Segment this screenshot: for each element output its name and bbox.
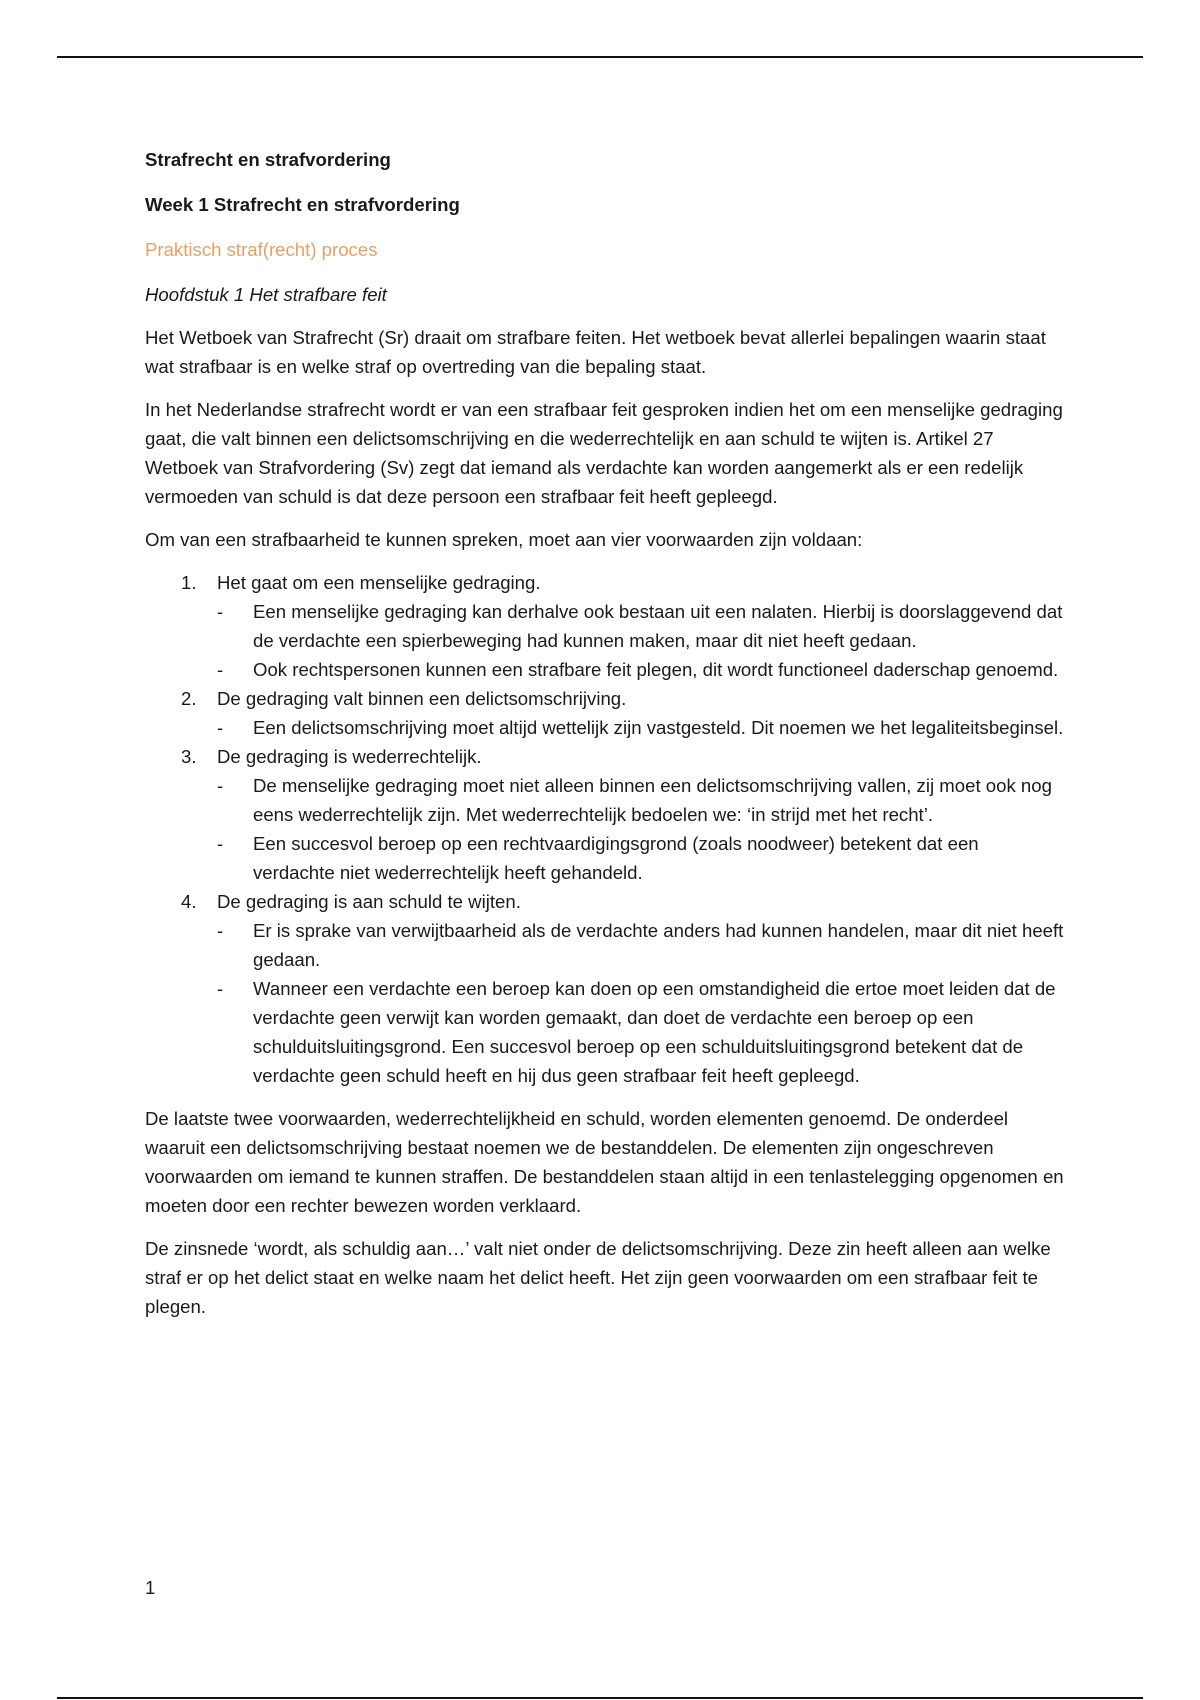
condition-item bbox=[145, 684, 1065, 742]
condition-text: Het gaat om een menselijke gedraging. bbox=[217, 572, 541, 593]
sub-item-text: Ook rechtspersonen kunnen een strafbare feit plegen, dit wordt functioneel daderschap genoemd. bbox=[253, 659, 1059, 680]
dash-bullet: - bbox=[217, 920, 224, 941]
sub-item bbox=[217, 713, 1065, 742]
condition-sublist bbox=[217, 771, 1065, 887]
sub-item bbox=[217, 655, 1065, 684]
week-heading: Week 1 Strafrecht en strafvordering bbox=[145, 194, 460, 215]
sub-item-text: Er is sprake van verwijtbaarheid als de verdachte anders had kunnen handelen, maar dit niet heeft gedaan. bbox=[253, 920, 1064, 970]
condition-sublist bbox=[217, 916, 1065, 1090]
condition-text: De gedraging valt binnen een delictsomschrijving. bbox=[217, 688, 627, 709]
condition-number: 3. bbox=[181, 746, 197, 767]
condition-sublist bbox=[217, 597, 1065, 684]
sub-item-text: Een menselijke gedraging kan derhalve ook bestaan uit een nalaten. Hierbij is doorslaggevend dat de verdachte een spierbeweging had kunnen maken, maar dit niet heeft gedaan. bbox=[253, 601, 1063, 651]
condition-text: De gedraging is aan schuld te wijten. bbox=[217, 891, 521, 912]
conditions-list bbox=[145, 568, 1065, 1090]
condition-number: 4. bbox=[181, 891, 197, 912]
sub-item bbox=[217, 829, 1065, 887]
paragraph-closing-2: De zinsnede ‘wordt, als schuldig aan…’ valt niet onder de delictsomschrijving. Deze zin heeft alleen aan welke straf er op het delict staat en welke naam het delict heeft. Het zijn geen voorwaarden om een strafbaar feit te plegen. bbox=[145, 1238, 1051, 1317]
paragraph-intro-2: In het Nederlandse strafrecht wordt er van een strafbaar feit gesproken indien het om een menselijke gedraging gaat, die valt binnen een delictsomschrijving en die wederrechtelijk en aan schuld te wijten is. Artikel 27 Wetboek van Strafvordering (Sv) zegt dat iemand als verdachte kan worden aangemerkt als er een redelijk vermoeden van schuld is dat deze persoon een strafbaar feit heeft gepleegd. bbox=[145, 399, 1063, 507]
footer-rule bbox=[57, 1697, 1143, 1699]
dash-bullet: - bbox=[217, 601, 224, 622]
condition-item bbox=[145, 568, 1065, 684]
sub-item-text: Een succesvol beroep op een rechtvaardigingsgrond (zoals noodweer) betekent dat een verdachte niet wederrechtelijk heeft gehandeld. bbox=[253, 833, 979, 883]
header-rule bbox=[57, 56, 1143, 58]
page-number: 1 bbox=[145, 1577, 156, 1598]
sub-item-text: Een delictsomschrijving moet altijd wettelijk zijn vastgesteld. Dit noemen we het legaliteitsbeginsel. bbox=[253, 717, 1064, 738]
condition-item bbox=[145, 742, 1065, 887]
sub-item bbox=[217, 771, 1065, 829]
sub-item-text: Wanneer een verdachte een beroep kan doen op een omstandigheid die ertoe moet leiden dat de verdachte geen verwijt kan worden gemaakt, dan doet de verdachte een beroep op een schulduitsluitingsgrond. Een succesvol beroep op een schulduitsluitingsgrond betekent dat de verdachte geen schuld heeft en hij dus geen strafbaar feit heeft gepleegd. bbox=[253, 978, 1056, 1086]
paragraph-closing-1: De laatste twee voorwaarden, wederrechtelijkheid en schuld, worden elementen genoemd. De onderdeel waaruit een delictsomschrijving bestaat noemen we de bestanddelen. De elementen zijn ongeschreven voorwaarden om iemand te kunnen straffen. De bestanddelen staan altijd in een tenlastelegging opgenomen en moeten door een rechter bewezen worden verklaard. bbox=[145, 1108, 1064, 1216]
paragraph-intro-1: Het Wetboek van Strafrecht (Sr) draait om strafbare feiten. Het wetboek bevat allerlei bepalingen waarin staat wat strafbaar is en welke straf op overtreding van die bepaling staat. bbox=[145, 327, 1046, 377]
dash-bullet: - bbox=[217, 659, 224, 680]
chapter-heading: Hoofdstuk 1 Het strafbare feit bbox=[145, 284, 387, 305]
paragraph-intro-3: Om van een strafbaarheid te kunnen spreken, moet aan vier voorwaarden zijn voldaan: bbox=[145, 529, 863, 550]
dash-bullet: - bbox=[217, 833, 224, 854]
condition-sublist bbox=[217, 713, 1065, 742]
condition-text: De gedraging is wederrechtelijk. bbox=[217, 746, 482, 767]
document-page bbox=[145, 145, 1065, 1335]
condition-number: 1. bbox=[181, 572, 197, 593]
condition-item bbox=[145, 887, 1065, 1090]
sub-item bbox=[217, 597, 1065, 655]
dash-bullet: - bbox=[217, 978, 224, 999]
document-title: Strafrecht en strafvordering bbox=[145, 149, 391, 170]
dash-bullet: - bbox=[217, 775, 224, 796]
sub-item-text: De menselijke gedraging moet niet alleen binnen een delictsomschrijving vallen, zij moet ook nog eens wederrechtelijk zijn. Met wederrechtelijk bedoelen we: ‘in strijd met het recht’. bbox=[253, 775, 1052, 825]
dash-bullet: - bbox=[217, 717, 224, 738]
condition-number: 2. bbox=[181, 688, 197, 709]
sub-item bbox=[217, 974, 1065, 1090]
sub-item bbox=[217, 916, 1065, 974]
section-heading: Praktisch straf(recht) proces bbox=[145, 239, 378, 260]
